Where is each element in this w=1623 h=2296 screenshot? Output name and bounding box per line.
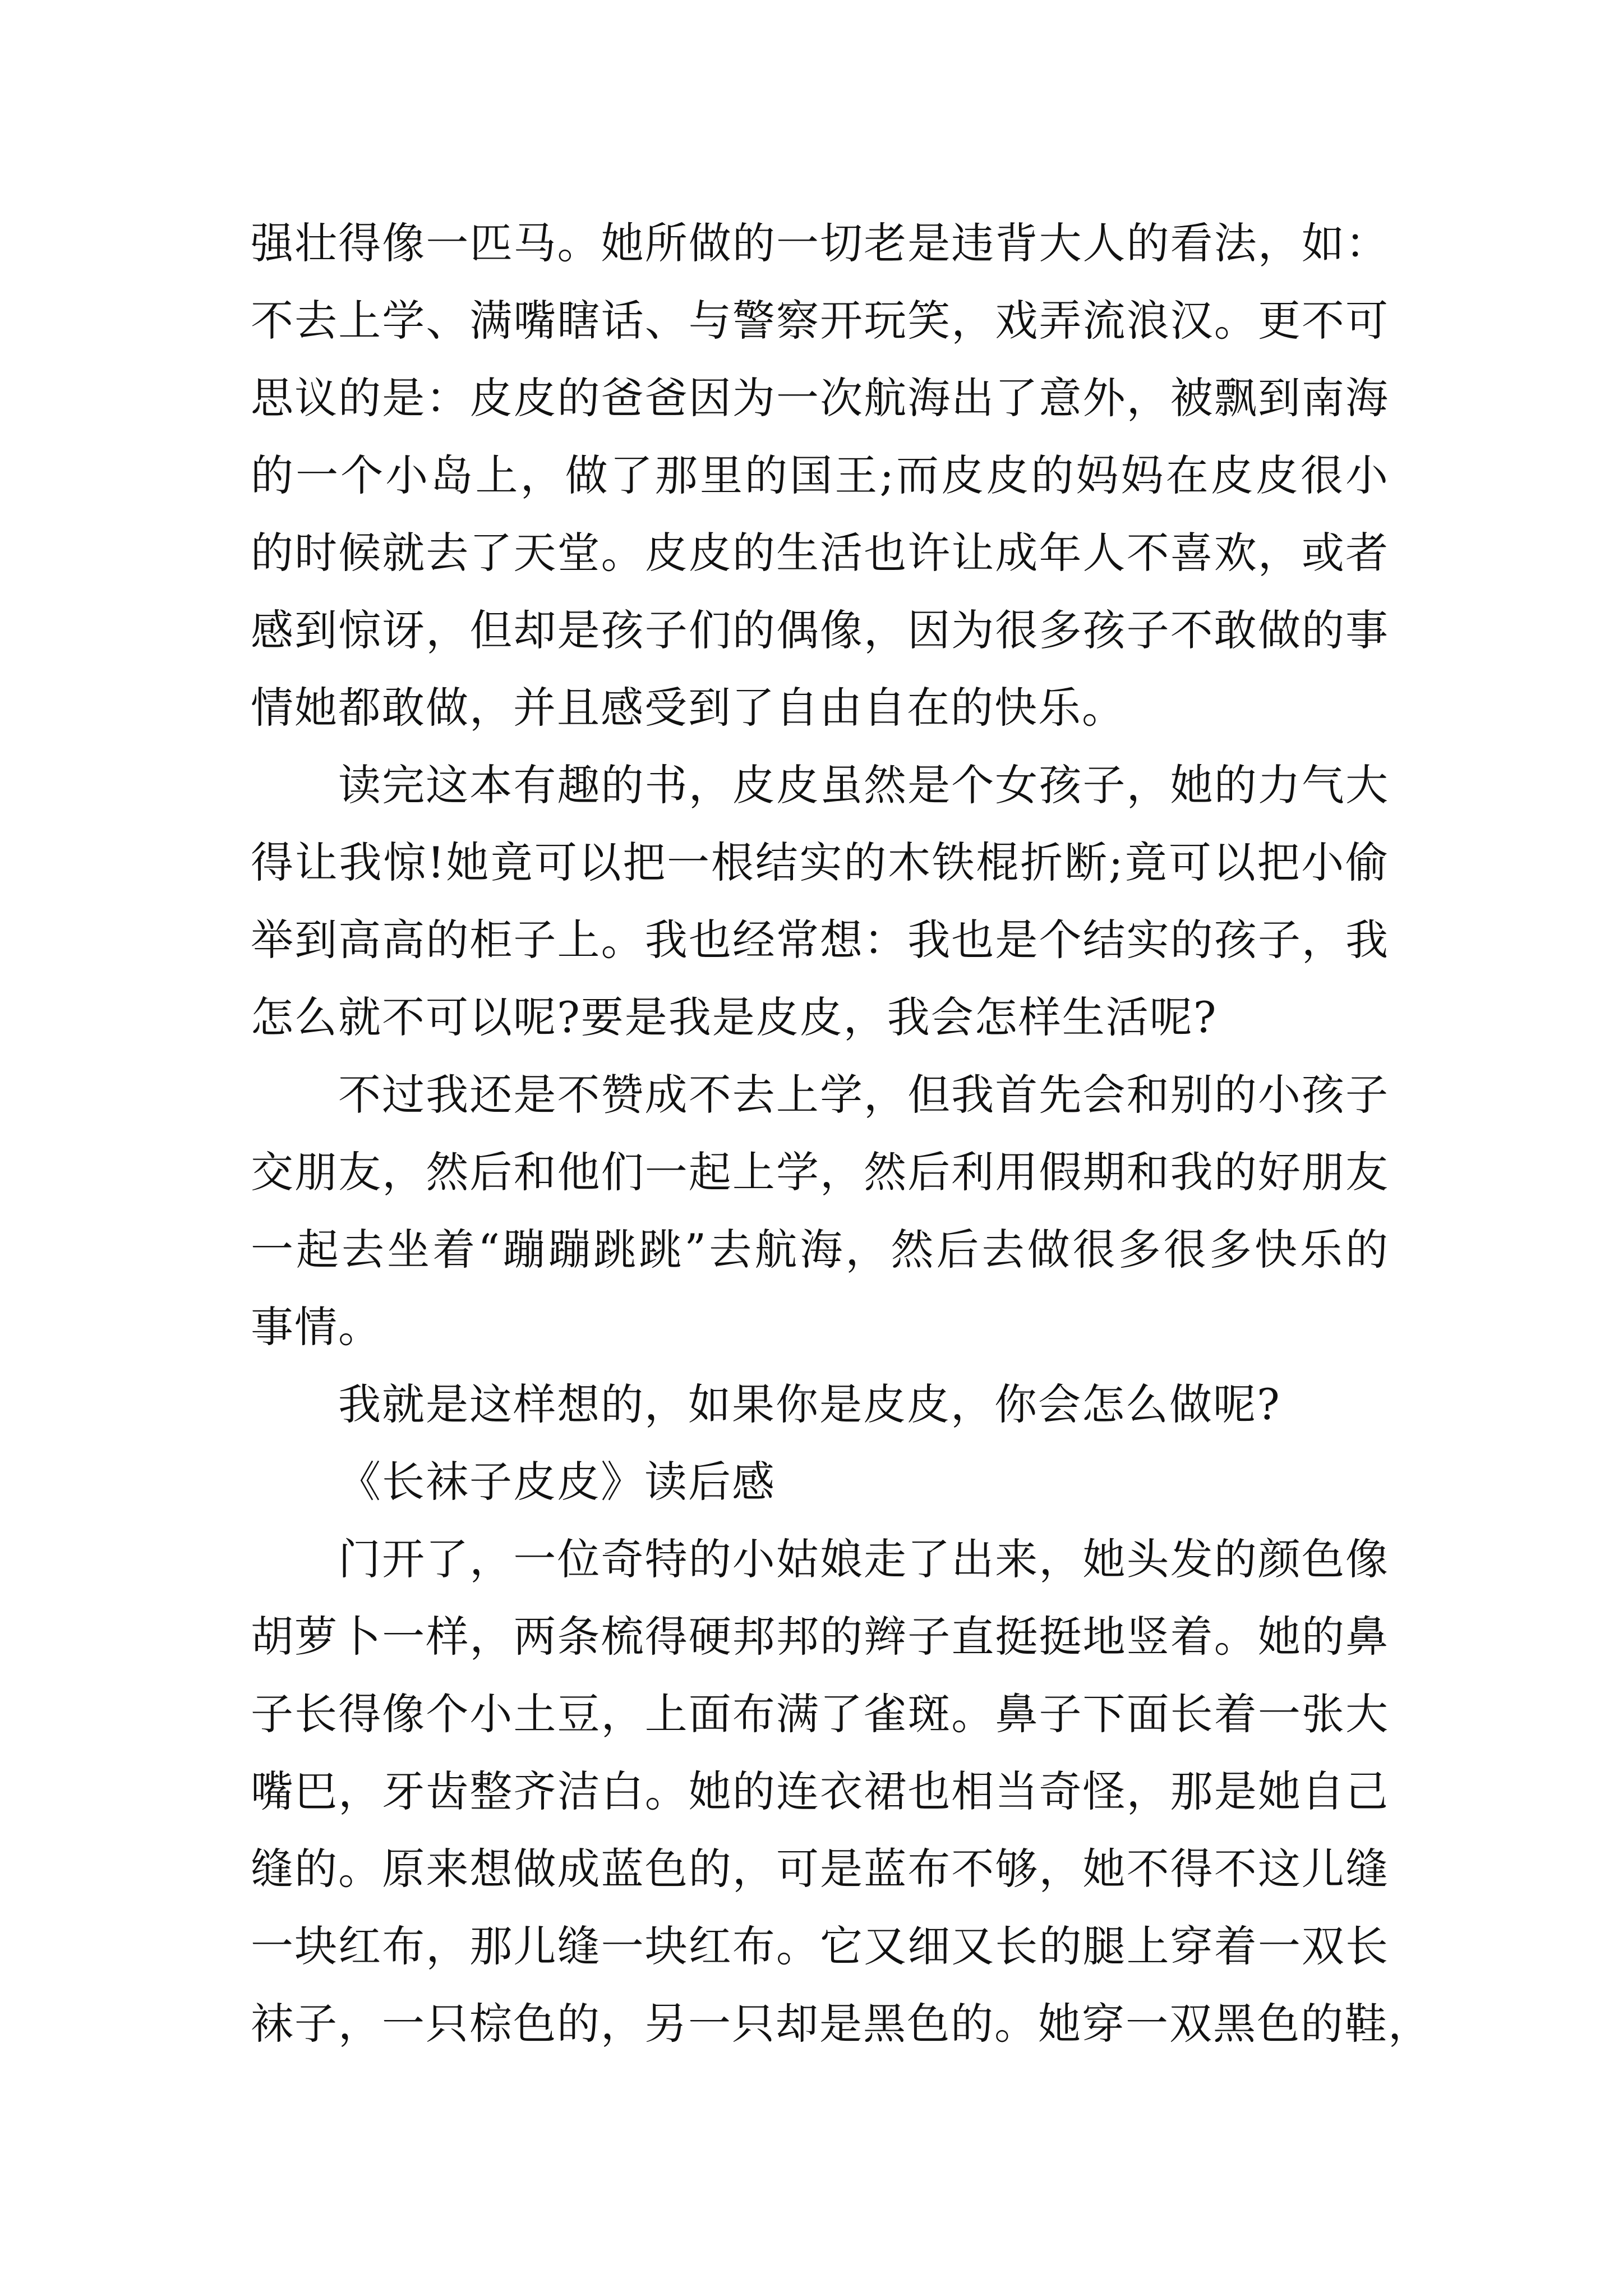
text-line: 胡萝卜一样，两条梳得硬邦邦的辫子直挺挺地竖着。她的鼻 [251,1612,1389,1662]
text-line: 情她都敢做，并且感受到了自由自在的快乐。 [251,683,1126,733]
text-line: 我就是这样想的，如果你是皮皮，你会怎么做呢? [338,1379,1281,1429]
text-line: 读完这本有趣的书，皮皮虽然是个女孩子，她的力气大 [338,760,1389,810]
text-line: 得让我惊!她竟可以把一根结实的木铁棍折断;竟可以把小偷 [251,838,1389,887]
paragraph [251,1056,1389,1366]
text-line: 举到高高的柜子上。我也经常想：我也是个结实的孩子，我 [251,915,1389,965]
text-line: 一块红布，那儿缝一块红布。它又细又长的腿上穿着一双长 [251,1921,1389,1971]
text-line: 怎么就不可以呢?要是我是皮皮，我会怎样生活呢? [251,992,1218,1042]
text-line: 袜子，一只棕色的，另一只却是黑色的。她穿一双黑色的鞋， [251,1999,1432,2049]
text-line: 不去上学、满嘴瞎话、与警察开玩笑，戏弄流浪汉。更不可 [251,296,1389,346]
text-line: 的一个小岛上，做了那里的国王;而皮皮的妈妈在皮皮很小 [251,450,1389,500]
text-line: 子长得像个小土豆，上面布满了雀斑。鼻子下面长着一张大 [251,1689,1389,1739]
text-line: 门开了，一位奇特的小姑娘走了出来，她头发的颜色像 [338,1534,1389,1584]
text-line: 事情。 [251,1302,382,1352]
text-line: 缝的。原来想做成蓝色的，可是蓝布不够，她不得不这儿缝 [251,1844,1389,1894]
paragraph [251,1366,1389,1443]
body-text [251,205,1432,2063]
text-line: 感到惊讶，但却是孩子们的偶像，因为很多孩子不敢做的事 [251,605,1389,655]
paragraph [251,747,1389,1056]
text-line: 思议的是：皮皮的爸爸因为一次航海出了意外，被飘到南海 [251,373,1389,423]
text-line: 一起去坐着“蹦蹦跳跳”去航海，然后去做很多很多快乐的 [251,1225,1389,1274]
text-line: 的时候就去了天堂。皮皮的生活也许让成年人不喜欢，或者 [251,528,1389,578]
paragraph-continued [251,205,1389,747]
paragraph [251,1521,1432,2063]
section-title: 《长袜子皮皮》读后感 [338,1457,776,1507]
text-line: 交朋友，然后和他们一起上学，然后利用假期和我的好朋友 [251,1147,1389,1197]
text-line: 不过我还是不赞成不去上学，但我首先会和别的小孩子 [338,1070,1389,1120]
text-line: 嘴巴，牙齿整齐洁白。她的连衣裙也相当奇怪，那是她自己 [251,1766,1389,1816]
text-line: 强壮得像一匹马。她所做的一切老是违背大人的看法，如： [251,218,1389,268]
